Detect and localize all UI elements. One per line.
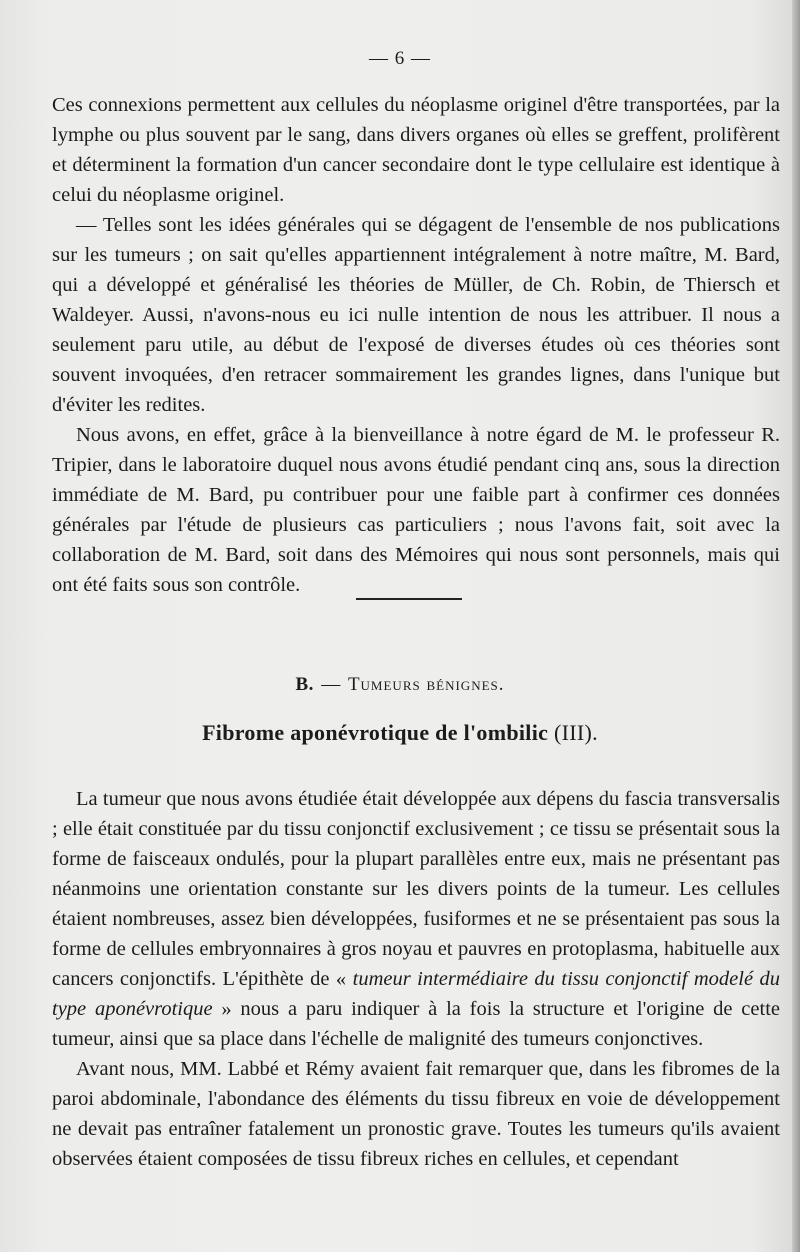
intro-text-block: [52, 90, 780, 600]
paragraph-labbe-remy: Avant nous, MM. Labbé et Rémy avaient fait remarquer que, dans les fibromes de la paroi abdominale, l'abondance des éléments du tissu fibreux en voie de développement ne devait pas entraîner fatalement un pronostic grave. Toutes les tumeurs qu'ils avaient observées étaient composées de tissu fibreux riches en cellules, et cependant: [52, 1058, 780, 1170]
epithet-italic: tumeur intermédiaire du tissu conjonctif modelé du type aponévrotique: [52, 968, 780, 1020]
case-title: [0, 720, 800, 746]
paragraph-idees-generales: — Telles sont les idées générales qui se dégagent de l'ensemble de nos publications sur les tumeurs ; on sait qu'elles appartiennent intégralement à notre maître, M. Bard, qui a développé et généralisé les théories de Müller, de Ch. Robin, de Thiersch et Waldeyer. Aussi, n'avons-nous eu ici nulle intention de nous les attribuer. Il nous a seulement paru utile, au début de l'exposé de diverses études où ces théories sont souvent invoquées, d'en retracer sommairement les grandes lignes, dans l'unique but d'éviter les redites.: [52, 214, 780, 416]
paragraph-connexions: Ces connexions permettent aux cellules du néoplasme originel d'être transportées, par la lymphe ou plus souvent par le sang, dans divers organes où elles se greffent, prolifèrent et déterminent la formation d'un cancer secondaire dont le type cellulaire est identique à celui du néoplasme originel.: [52, 94, 780, 206]
page-edge-shadow: [792, 0, 800, 1252]
case-number: (III).: [553, 720, 598, 745]
page-number: — 6 —: [369, 48, 431, 69]
section-heading: [0, 674, 800, 696]
section-divider: [356, 598, 462, 600]
section-title: Tumeurs bénignes.: [347, 674, 505, 695]
case-text-block: [52, 784, 780, 1174]
paragraph-tumeur-text: La tumeur que nous avons étudiée était développée aux dépens du fascia transversalis ; elle était constituée par du tissu conjonctif exclusivement ; ce tissu se présentait sous la forme de faisceaux ondulés, pour la plupart parallèles entre eux, mais ne présentant pas néanmoins une orientation constante sur les divers points de la tumeur. Les cellules étaient nombreuses, assez bien développées, fusiformes et ne se présentaient pas sous la forme de cellules embryonnaires à gros noyau et pauvres en protoplasma, habituelle aux cancers conjonctifs. L'épithète de «: [52, 788, 780, 990]
paragraph-tumeur-conclusion: » nous a paru indiquer à la fois la structure et l'origine de cette tumeur, ainsi que sa place dans l'échelle de malignité des tumeurs conjonctives.: [52, 998, 780, 1050]
section-dash: —: [321, 674, 341, 695]
paragraph-tumeur-description: [52, 784, 780, 1054]
paragraph-remerciements: Nous avons, en effet, grâce à la bienveillance à notre égard de M. le professeur R. Tripier, dans le laboratoire duquel nous avons étudié pendant cinq ans, sous la direction immédiate de M. Bard, pu contribuer pour une faible part à confirmer ces données générales par l'étude de plusieurs cas particuliers ; nous l'avons fait, soit avec la collaboration de M. Bard, soit dans des Mémoires qui nous sont personnels, mais qui ont été faits sous son contrôle.: [52, 424, 780, 596]
section-letter: B.: [295, 674, 314, 695]
case-title-text: Fibrome aponévrotique de l'ombilic: [202, 720, 549, 745]
